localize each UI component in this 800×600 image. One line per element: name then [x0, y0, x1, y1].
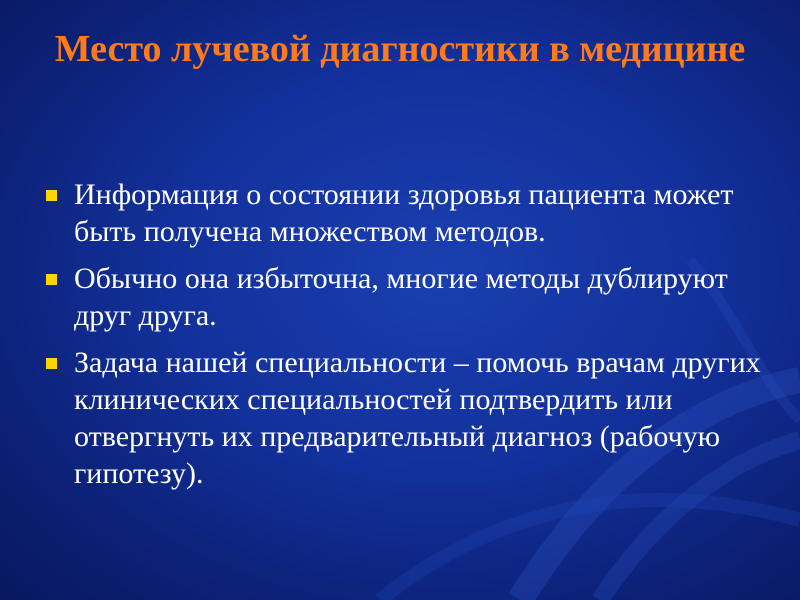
bullet-text: Задача нашей специальности – помочь врачам других клинических специальностей подтвердить или отвергнуть их предварительный диагноз (рабочую гипотезу).	[74, 346, 761, 490]
square-bullet-icon	[46, 274, 57, 285]
square-bullet-icon	[46, 190, 57, 201]
square-bullet-icon	[46, 358, 57, 369]
slide-title: Место лучевой диагностики в медицине	[54, 28, 746, 70]
bullet-list	[44, 176, 764, 502]
bullet-text: Информация о состоянии здоровья пациента может быть получена множеством методов.	[74, 178, 734, 248]
bullet-item	[44, 344, 764, 492]
bullet-item	[44, 260, 764, 334]
bullet-text: Обычно она избыточна, многие методы дублируют друг друга.	[74, 262, 728, 332]
bullet-item	[44, 176, 764, 250]
